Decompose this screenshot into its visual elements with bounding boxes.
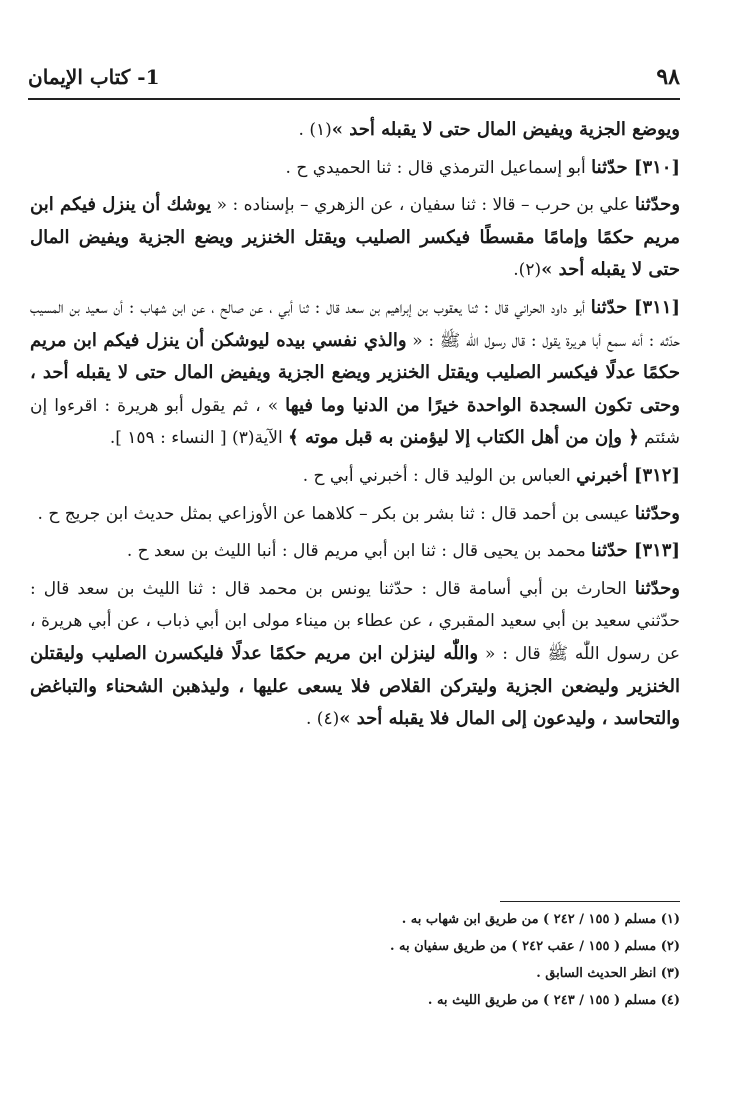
paragraph (30, 535, 680, 568)
footnote-divider (500, 901, 680, 902)
plain-text: أبو إسماعيل الترمذي قال : ثنا الحميدي ح . (285, 157, 592, 178)
header-divider (28, 98, 680, 100)
paragraph (30, 189, 680, 287)
bold-text: وحدّثنا (634, 502, 680, 524)
footnote: (١) مسلم ( ١٥٥ / ٢٤٢ ) من طريق ابن شهاب به . (401, 912, 680, 927)
paragraph (30, 573, 680, 736)
bold-text: [٣١٣] حدّثنا (591, 540, 680, 562)
plain-text: علي بن حرب – قالا : ثنا سفيان ، عن الزهري – بإسناده : « (211, 195, 635, 216)
plain-text: العباس بن الوليد قال : أخبرني أبي ح . (302, 465, 577, 486)
plain-text: (٤) . (305, 709, 340, 730)
plain-text: الحارث بن أبي أسامة قال : حدّثنا يونس بن محمد قال : ثنا الليث بن سعد قال : حدّثني سعيد بن أبي سعيد المقبري ، عن عطاء بن ميناء مولى ابن أبي ذباب ، عن أبي هريرة ، عن رسول اللّٰه ﷺ قال : « (30, 578, 681, 664)
plain-text: (١) . (298, 120, 332, 140)
bold-text: واللّٰه لينزلن ابن مريم حكمًا عدلًا فليكسرن الصليب وليقتلن الخنزير وليضعن الجزية وليتركن القلاص فلا يسعى عليها ، وليذهبن الشحناء والتباغض والتحاسد ، وليدعون إلى المال فلا يقبله أحد » (30, 642, 680, 730)
main-text (30, 114, 680, 741)
plain-text: محمد بن يحيى قال : ثنا ابن أبي مريم قال : أنبا الليث بن سعد ح . (126, 541, 592, 562)
footnotes (30, 906, 680, 1014)
bold-text: وحدّثنا (634, 194, 681, 216)
bold-text: والذي نفسي بيده ليوشكن أن ينزل فيكم ابن مريم حكمًا عدلًا فيكسر الصليب ويقتل الخنزير ويضع الجزية ويفيض المال حتى لا يقبله أحد ، وحتى تكون السجدة الواحدة خيرًا من الدنيا وما فيها (30, 329, 680, 416)
bold-text: ﴿ وإن من أهل الكتاب إلا ليؤمنن به قبل موته ﴾ (288, 427, 639, 449)
bold-text: ويوضع الجزية ويفيض المال حتى لا يقبله أحد » (331, 119, 680, 140)
plain-text: الآية(٣) [ النساء : ١٥٩ ]. (109, 428, 289, 449)
footnote: (٢) مسلم ( ١٥٥ / عقب ٢٤٢ ) من طريق سفيان به . (389, 939, 680, 954)
plain-text: عيسى بن أحمد قال : ثنا بشر بن بكر – كلاهما عن الأوزاعي بمثل حديث ابن جريج ح . (37, 503, 635, 524)
bold-text: يوشك أن ينزل فيكم ابن مريم حكمًا وإمامًا مقسطًا فيكسر الصليب ويقتل الخنزير ويضع الجزية ويفيض المال حتى لا يقبله أحد » (30, 194, 680, 281)
bold-text: [٣١٠] حدّثنا (591, 156, 680, 178)
plain-text: » ، ثم يقول أبو هريرة : اقرءوا إن شئتم (30, 395, 680, 449)
plain-text: أبو داود الحراني قال : ثنا يعقوب بن إبراهيم بن سعد قال : ثنا أبي ، عن صالح ، عن ابن شهاب : أن سعيد بن المسيب حدّثه : أنه سمع أبا هريرة يقول : قال رسول اللّٰه ﷺ : « (30, 297, 681, 351)
footnote: (٤) مسلم ( ١٥٥ / ٢٤٣ ) من طريق الليث به . (427, 993, 680, 1008)
paragraph (30, 114, 680, 147)
running-title: 1- كتاب الإيمان (28, 65, 160, 89)
bold-text: [٣١١] حدّثنا (590, 296, 680, 318)
page-number: ٩٨ (656, 64, 680, 90)
bold-text: وحدّثنا (634, 577, 680, 599)
bold-text: [٣١٢] أخبرني (576, 464, 680, 486)
paragraph (30, 292, 680, 455)
page-header (28, 62, 680, 92)
paragraph (30, 498, 680, 531)
plain-text: (٢). (513, 260, 542, 281)
footnote: (٣) انظر الحديث السابق . (536, 966, 680, 981)
paragraph (30, 460, 680, 493)
paragraph (30, 152, 680, 185)
